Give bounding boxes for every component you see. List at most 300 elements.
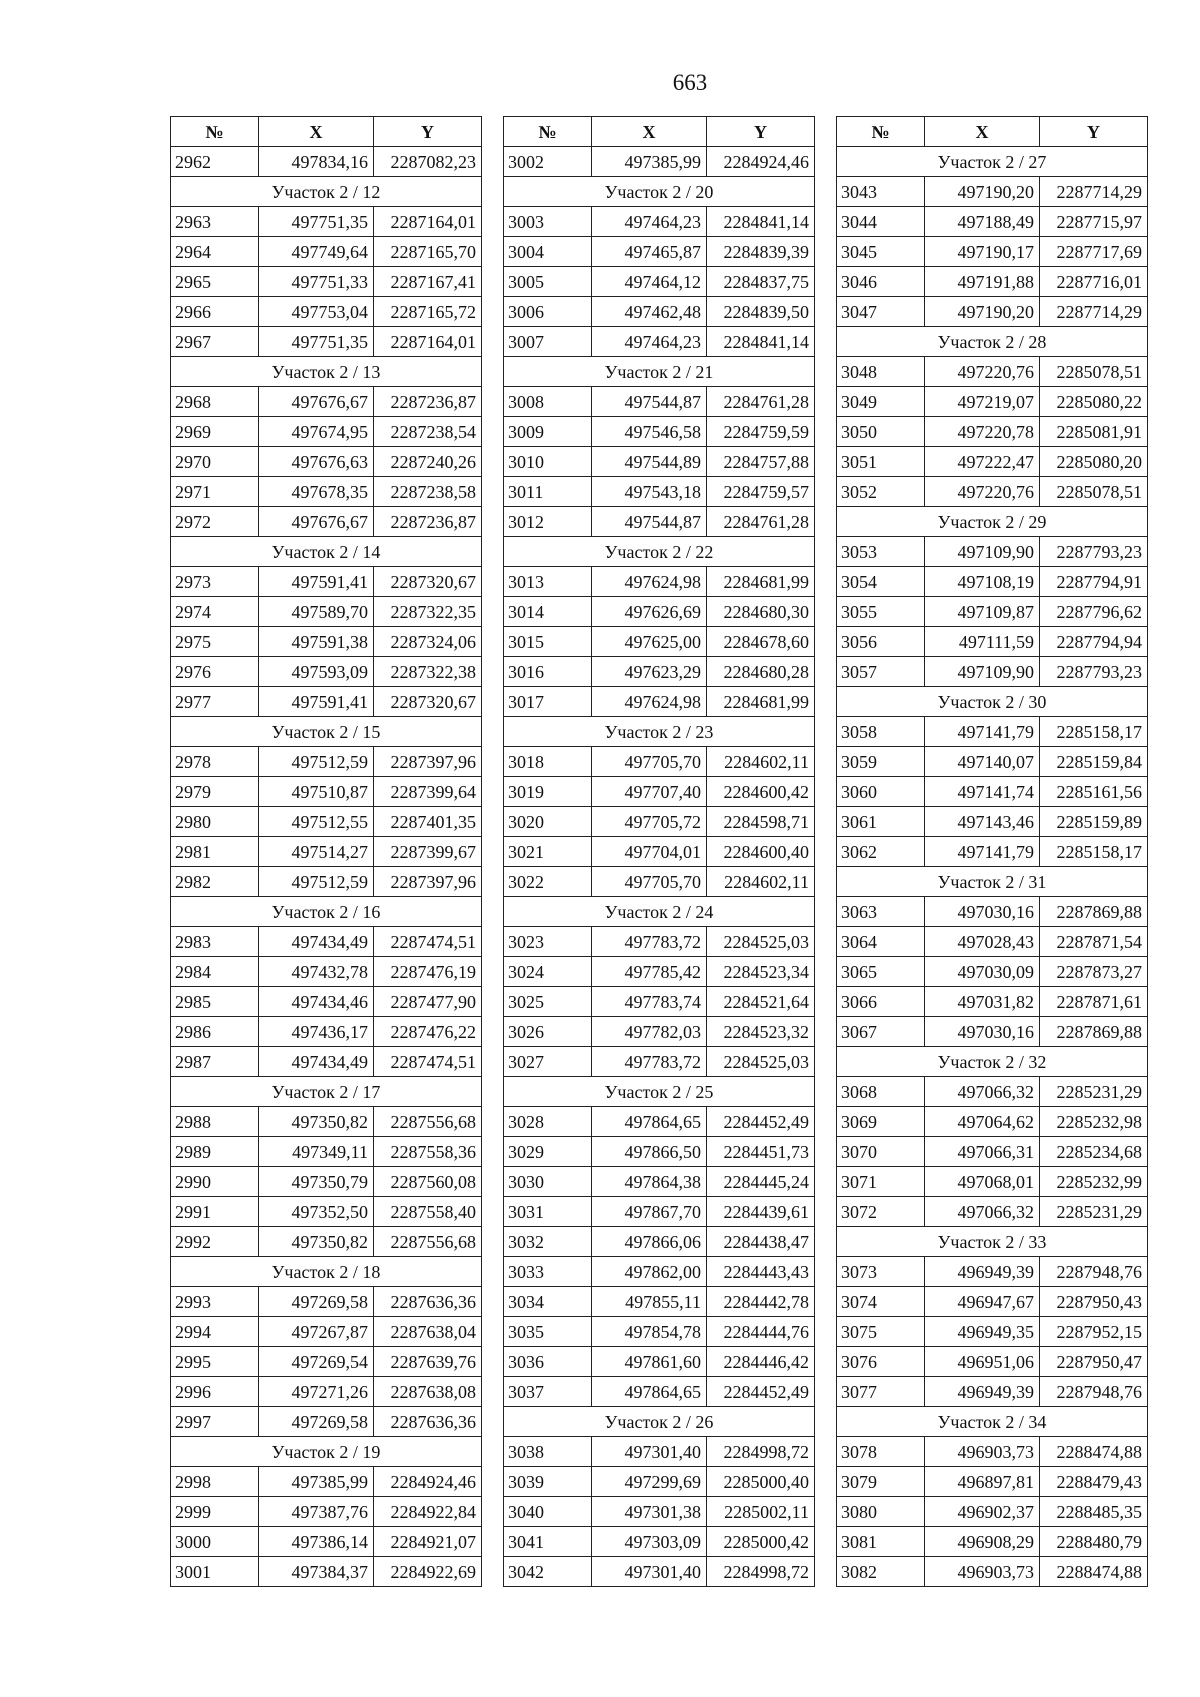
table-row <box>504 447 815 477</box>
point-number: 3072 <box>837 1197 925 1227</box>
point-number: 3073 <box>837 1257 925 1287</box>
y-coordinate: 2284839,50 <box>707 297 815 327</box>
y-coordinate: 2284443,43 <box>707 1257 815 1287</box>
y-coordinate: 2287871,54 <box>1040 927 1148 957</box>
point-number: 3022 <box>504 867 592 897</box>
x-coordinate: 497589,70 <box>259 597 374 627</box>
y-coordinate: 2284438,47 <box>707 1227 815 1257</box>
point-number: 3040 <box>504 1497 592 1527</box>
x-coordinate: 497676,63 <box>259 447 374 477</box>
table-row <box>504 327 815 357</box>
point-number: 3042 <box>504 1557 592 1587</box>
section-label: Участок 2 / 23 <box>504 717 815 747</box>
table-row <box>837 1377 1148 1407</box>
y-coordinate: 2285161,56 <box>1040 777 1148 807</box>
y-coordinate: 2284598,71 <box>707 807 815 837</box>
point-number: 3021 <box>504 837 592 867</box>
x-coordinate: 497783,72 <box>592 927 707 957</box>
y-coordinate: 2287869,88 <box>1040 897 1148 927</box>
table-row <box>171 147 482 177</box>
table-row <box>171 837 482 867</box>
y-coordinate: 2287082,23 <box>374 147 482 177</box>
table-row <box>504 1527 815 1557</box>
y-coordinate: 2287477,90 <box>374 987 482 1017</box>
x-coordinate: 497301,40 <box>592 1437 707 1467</box>
point-number: 3009 <box>504 417 592 447</box>
table-row <box>837 1107 1148 1137</box>
x-header: X <box>592 117 707 147</box>
point-number: 3007 <box>504 327 592 357</box>
y-coordinate: 2284759,59 <box>707 417 815 447</box>
y-coordinate: 2287558,36 <box>374 1137 482 1167</box>
table-row <box>837 627 1148 657</box>
y-coordinate: 2287397,96 <box>374 867 482 897</box>
table-row <box>837 207 1148 237</box>
point-number: 3029 <box>504 1137 592 1167</box>
section-row <box>171 537 482 567</box>
y-coordinate: 2284602,11 <box>707 867 815 897</box>
x-coordinate: 497350,79 <box>259 1167 374 1197</box>
x-coordinate: 497028,43 <box>925 927 1040 957</box>
y-coordinate: 2287399,67 <box>374 837 482 867</box>
point-number: 2982 <box>171 867 259 897</box>
y-coordinate: 2284444,76 <box>707 1317 815 1347</box>
y-coordinate: 2285000,40 <box>707 1467 815 1497</box>
x-coordinate: 497190,20 <box>925 297 1040 327</box>
x-coordinate: 497591,41 <box>259 687 374 717</box>
section-label: Участок 2 / 25 <box>504 1077 815 1107</box>
table-row <box>837 987 1148 1017</box>
x-coordinate: 497301,40 <box>592 1557 707 1587</box>
point-number: 3071 <box>837 1167 925 1197</box>
section-label: Участок 2 / 20 <box>504 177 815 207</box>
x-coordinate: 497866,06 <box>592 1227 707 1257</box>
x-coordinate: 497434,46 <box>259 987 374 1017</box>
table-row <box>171 387 482 417</box>
y-coordinate: 2287240,26 <box>374 447 482 477</box>
point-number: 3066 <box>837 987 925 1017</box>
y-coordinate: 2287476,19 <box>374 957 482 987</box>
table-row <box>837 1137 1148 1167</box>
table-row <box>837 717 1148 747</box>
table-row <box>171 567 482 597</box>
x-coordinate: 497705,70 <box>592 867 707 897</box>
table-row <box>504 1467 815 1497</box>
y-coordinate: 2284998,72 <box>707 1437 815 1467</box>
point-number: 2997 <box>171 1407 259 1437</box>
x-coordinate: 496903,73 <box>925 1437 1040 1467</box>
x-coordinate: 497705,72 <box>592 807 707 837</box>
table-row <box>171 1317 482 1347</box>
table-row <box>171 597 482 627</box>
point-number: 2973 <box>171 567 259 597</box>
y-coordinate: 2287165,72 <box>374 297 482 327</box>
x-coordinate: 497387,76 <box>259 1497 374 1527</box>
x-coordinate: 497546,58 <box>592 417 707 447</box>
section-row <box>504 897 815 927</box>
point-number: 2993 <box>171 1287 259 1317</box>
x-coordinate: 497674,95 <box>259 417 374 447</box>
y-coordinate: 2287320,67 <box>374 687 482 717</box>
x-coordinate: 497514,27 <box>259 837 374 867</box>
x-coordinate: 496902,37 <box>925 1497 1040 1527</box>
y-coordinate: 2287715,97 <box>1040 207 1148 237</box>
x-coordinate: 497301,38 <box>592 1497 707 1527</box>
point-number: 3060 <box>837 777 925 807</box>
y-coordinate: 2287638,08 <box>374 1377 482 1407</box>
point-number: 2994 <box>171 1317 259 1347</box>
table-row <box>171 1137 482 1167</box>
point-number: 3036 <box>504 1347 592 1377</box>
y-coordinate: 2284839,39 <box>707 237 815 267</box>
x-coordinate: 497510,87 <box>259 777 374 807</box>
point-number: 3037 <box>504 1377 592 1407</box>
y-coordinate: 2287950,43 <box>1040 1287 1148 1317</box>
y-coordinate: 2285081,91 <box>1040 417 1148 447</box>
y-coordinate: 2288474,88 <box>1040 1437 1148 1467</box>
table-row <box>171 1197 482 1227</box>
section-row <box>171 177 482 207</box>
x-coordinate: 497140,07 <box>925 747 1040 777</box>
y-coordinate: 2284921,07 <box>374 1527 482 1557</box>
table-row <box>504 267 815 297</box>
coordinates-table-right <box>836 116 1148 1587</box>
table-row <box>504 867 815 897</box>
x-coordinate: 497464,23 <box>592 327 707 357</box>
y-coordinate: 2285002,11 <box>707 1497 815 1527</box>
section-label: Участок 2 / 31 <box>837 867 1148 897</box>
point-number: 3005 <box>504 267 592 297</box>
number-header: № <box>171 117 259 147</box>
y-coordinate: 2287164,01 <box>374 327 482 357</box>
y-header: Y <box>374 117 482 147</box>
table-row <box>504 237 815 267</box>
x-coordinate: 497066,32 <box>925 1197 1040 1227</box>
point-number: 3041 <box>504 1527 592 1557</box>
y-coordinate: 2285234,68 <box>1040 1137 1148 1167</box>
y-coordinate: 2284680,30 <box>707 597 815 627</box>
x-coordinate: 497867,70 <box>592 1197 707 1227</box>
y-coordinate: 2285159,84 <box>1040 747 1148 777</box>
point-number: 3027 <box>504 1047 592 1077</box>
x-coordinate: 497862,00 <box>592 1257 707 1287</box>
x-coordinate: 497141,74 <box>925 777 1040 807</box>
y-coordinate: 2287474,51 <box>374 1047 482 1077</box>
table-row <box>837 477 1148 507</box>
table-row <box>171 627 482 657</box>
x-coordinate: 497861,60 <box>592 1347 707 1377</box>
y-coordinate: 2284841,14 <box>707 207 815 237</box>
table-row <box>171 447 482 477</box>
x-coordinate: 497544,89 <box>592 447 707 477</box>
table-row <box>171 267 482 297</box>
y-coordinate: 2287164,01 <box>374 207 482 237</box>
x-coordinate: 497188,49 <box>925 207 1040 237</box>
point-number: 3053 <box>837 537 925 567</box>
point-number: 2990 <box>171 1167 259 1197</box>
y-coordinate: 2287796,62 <box>1040 597 1148 627</box>
y-coordinate: 2287794,94 <box>1040 627 1148 657</box>
x-coordinate: 497066,31 <box>925 1137 1040 1167</box>
y-header: Y <box>707 117 815 147</box>
x-coordinate: 497782,03 <box>592 1017 707 1047</box>
y-coordinate: 2287873,27 <box>1040 957 1148 987</box>
y-coordinate: 2287794,91 <box>1040 567 1148 597</box>
x-coordinate: 497064,62 <box>925 1107 1040 1137</box>
table-row <box>504 627 815 657</box>
point-number: 2989 <box>171 1137 259 1167</box>
point-number: 3063 <box>837 897 925 927</box>
table-row <box>837 1167 1148 1197</box>
y-coordinate: 2287165,70 <box>374 237 482 267</box>
section-row <box>504 177 815 207</box>
y-coordinate: 2287474,51 <box>374 927 482 957</box>
y-coordinate: 2284924,46 <box>707 147 815 177</box>
table-row <box>837 567 1148 597</box>
point-number: 3055 <box>837 597 925 627</box>
x-coordinate: 497108,19 <box>925 567 1040 597</box>
y-coordinate: 2287399,64 <box>374 777 482 807</box>
x-coordinate: 497141,79 <box>925 717 1040 747</box>
section-row <box>504 1077 815 1107</box>
point-number: 2999 <box>171 1497 259 1527</box>
section-label: Участок 2 / 24 <box>504 897 815 927</box>
point-number: 3039 <box>504 1467 592 1497</box>
y-coordinate: 2284525,03 <box>707 1047 815 1077</box>
point-number: 2995 <box>171 1347 259 1377</box>
table-row <box>171 207 482 237</box>
y-coordinate: 2284451,73 <box>707 1137 815 1167</box>
section-label: Участок 2 / 17 <box>171 1077 482 1107</box>
y-coordinate: 2287948,76 <box>1040 1257 1148 1287</box>
x-coordinate: 497109,90 <box>925 657 1040 687</box>
y-coordinate: 2287716,01 <box>1040 267 1148 297</box>
section-label: Участок 2 / 34 <box>837 1407 1148 1437</box>
x-coordinate: 497066,32 <box>925 1077 1040 1107</box>
point-number: 3038 <box>504 1437 592 1467</box>
section-row <box>504 717 815 747</box>
section-label: Участок 2 / 14 <box>171 537 482 567</box>
y-coordinate: 2288479,43 <box>1040 1467 1148 1497</box>
point-number: 3028 <box>504 1107 592 1137</box>
point-number: 3069 <box>837 1107 925 1137</box>
point-number: 3002 <box>504 147 592 177</box>
point-number: 3012 <box>504 507 592 537</box>
table-row <box>171 297 482 327</box>
section-label: Участок 2 / 22 <box>504 537 815 567</box>
point-number: 3050 <box>837 417 925 447</box>
point-number: 3064 <box>837 927 925 957</box>
table-row <box>504 657 815 687</box>
x-coordinate: 497068,01 <box>925 1167 1040 1197</box>
x-coordinate: 496949,39 <box>925 1377 1040 1407</box>
table-row <box>504 417 815 447</box>
table-row <box>171 777 482 807</box>
point-number: 2965 <box>171 267 259 297</box>
point-number: 2996 <box>171 1377 259 1407</box>
point-number: 2992 <box>171 1227 259 1257</box>
section-row <box>171 717 482 747</box>
point-number: 3075 <box>837 1317 925 1347</box>
table-row <box>171 927 482 957</box>
table-row <box>171 657 482 687</box>
point-number: 3031 <box>504 1197 592 1227</box>
table-row <box>837 1077 1148 1107</box>
x-coordinate: 497220,76 <box>925 477 1040 507</box>
point-number: 3070 <box>837 1137 925 1167</box>
table-row <box>504 1347 815 1377</box>
point-number: 3058 <box>837 717 925 747</box>
point-number: 3025 <box>504 987 592 1017</box>
table-row <box>837 357 1148 387</box>
y-coordinate: 2287558,40 <box>374 1197 482 1227</box>
table-row <box>504 987 815 1017</box>
section-row <box>837 1047 1148 1077</box>
point-number: 3049 <box>837 387 925 417</box>
x-coordinate: 497030,09 <box>925 957 1040 987</box>
x-coordinate: 497749,64 <box>259 237 374 267</box>
point-number: 2966 <box>171 297 259 327</box>
y-coordinate: 2284523,32 <box>707 1017 815 1047</box>
y-header: Y <box>1040 117 1148 147</box>
table-row <box>504 1557 815 1587</box>
x-header: X <box>259 117 374 147</box>
point-number: 3001 <box>171 1557 259 1587</box>
section-label: Участок 2 / 13 <box>171 357 482 387</box>
y-coordinate: 2287952,15 <box>1040 1317 1148 1347</box>
section-row <box>837 867 1148 897</box>
x-coordinate: 497030,16 <box>925 1017 1040 1047</box>
y-coordinate: 2284452,49 <box>707 1107 815 1137</box>
y-coordinate: 2284445,24 <box>707 1167 815 1197</box>
y-coordinate: 2285232,98 <box>1040 1107 1148 1137</box>
y-coordinate: 2284600,40 <box>707 837 815 867</box>
table-row <box>837 897 1148 927</box>
table-row <box>504 837 815 867</box>
section-row <box>504 537 815 567</box>
point-number: 2964 <box>171 237 259 267</box>
point-number: 3011 <box>504 477 592 507</box>
table-row <box>837 1197 1148 1227</box>
point-number: 3019 <box>504 777 592 807</box>
y-coordinate: 2284759,57 <box>707 477 815 507</box>
table-row <box>837 1437 1148 1467</box>
table-row <box>504 1257 815 1287</box>
point-number: 3006 <box>504 297 592 327</box>
y-coordinate: 2287238,54 <box>374 417 482 447</box>
y-coordinate: 2287320,67 <box>374 567 482 597</box>
point-number: 3078 <box>837 1437 925 1467</box>
x-coordinate: 497676,67 <box>259 507 374 537</box>
table-row <box>504 777 815 807</box>
table-row <box>171 867 482 897</box>
table-row <box>837 1347 1148 1377</box>
table-row <box>171 1497 482 1527</box>
point-number: 3079 <box>837 1467 925 1497</box>
x-coordinate: 497030,16 <box>925 897 1040 927</box>
x-coordinate: 497352,50 <box>259 1197 374 1227</box>
point-number: 3035 <box>504 1317 592 1347</box>
point-number: 3052 <box>837 477 925 507</box>
y-coordinate: 2287556,68 <box>374 1227 482 1257</box>
point-number: 3054 <box>837 567 925 597</box>
point-number: 3013 <box>504 567 592 597</box>
point-number: 2987 <box>171 1047 259 1077</box>
y-coordinate: 2287322,38 <box>374 657 482 687</box>
header-row <box>171 117 482 147</box>
y-coordinate: 2284761,28 <box>707 507 815 537</box>
x-coordinate: 497031,82 <box>925 987 1040 1017</box>
x-coordinate: 497220,78 <box>925 417 1040 447</box>
y-coordinate: 2288480,79 <box>1040 1527 1148 1557</box>
point-number: 2981 <box>171 837 259 867</box>
table-row <box>504 297 815 327</box>
y-coordinate: 2288474,88 <box>1040 1557 1148 1587</box>
table-row <box>504 957 815 987</box>
x-coordinate: 497141,79 <box>925 837 1040 867</box>
section-label: Участок 2 / 16 <box>171 897 482 927</box>
x-coordinate: 497783,74 <box>592 987 707 1017</box>
x-coordinate: 497783,72 <box>592 1047 707 1077</box>
table-row <box>504 807 815 837</box>
section-label: Участок 2 / 32 <box>837 1047 1148 1077</box>
point-number: 3077 <box>837 1377 925 1407</box>
y-coordinate: 2287167,41 <box>374 267 482 297</box>
point-number: 3076 <box>837 1347 925 1377</box>
x-coordinate: 497219,07 <box>925 387 1040 417</box>
y-coordinate: 2287322,35 <box>374 597 482 627</box>
table-row <box>504 1017 815 1047</box>
y-coordinate: 2285231,29 <box>1040 1197 1148 1227</box>
x-coordinate: 497385,99 <box>259 1467 374 1497</box>
y-coordinate: 2284439,61 <box>707 1197 815 1227</box>
table-row <box>171 1527 482 1557</box>
x-coordinate: 497785,42 <box>592 957 707 987</box>
section-label: Участок 2 / 15 <box>171 717 482 747</box>
header-row <box>837 117 1148 147</box>
table-row <box>837 957 1148 987</box>
y-coordinate: 2287560,08 <box>374 1167 482 1197</box>
point-number: 3046 <box>837 267 925 297</box>
y-coordinate: 2287636,36 <box>374 1287 482 1317</box>
table-row <box>504 1317 815 1347</box>
point-number: 3024 <box>504 957 592 987</box>
x-coordinate: 497864,38 <box>592 1167 707 1197</box>
section-label: Участок 2 / 33 <box>837 1227 1148 1257</box>
point-number: 3020 <box>504 807 592 837</box>
point-number: 3018 <box>504 747 592 777</box>
table-row <box>171 1227 482 1257</box>
x-coordinate: 497350,82 <box>259 1227 374 1257</box>
point-number: 3068 <box>837 1077 925 1107</box>
table-row <box>837 777 1148 807</box>
header-row <box>504 117 815 147</box>
point-number: 2988 <box>171 1107 259 1137</box>
x-coordinate: 497464,12 <box>592 267 707 297</box>
y-coordinate: 2284681,99 <box>707 567 815 597</box>
point-number: 3065 <box>837 957 925 987</box>
point-number: 2980 <box>171 807 259 837</box>
table-row <box>504 927 815 957</box>
x-coordinate: 497109,87 <box>925 597 1040 627</box>
section-row <box>504 357 815 387</box>
table-row <box>171 1407 482 1437</box>
table-row <box>171 1047 482 1077</box>
x-coordinate: 497864,65 <box>592 1107 707 1137</box>
point-number: 2991 <box>171 1197 259 1227</box>
point-number: 2971 <box>171 477 259 507</box>
point-number: 3048 <box>837 357 925 387</box>
